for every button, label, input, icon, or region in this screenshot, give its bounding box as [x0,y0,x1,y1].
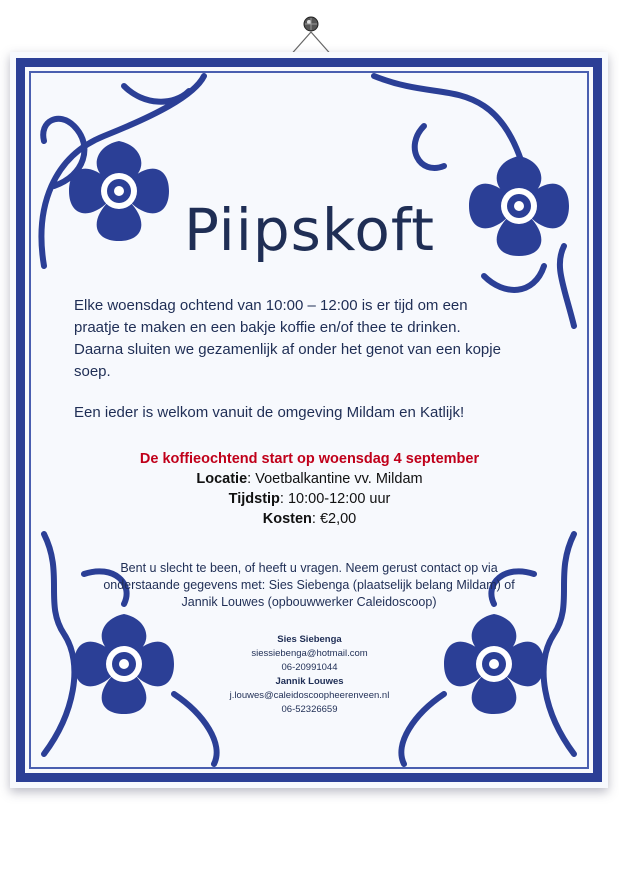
detail-value: : €2,00 [311,511,357,527]
contact-phone: 06-20991044 [281,662,338,673]
detail-label: Tijdstip [228,491,280,507]
contact-intro-line: Bent u slecht te been, of heeft u vragen. Neem gerust contact op via [120,561,498,575]
detail-cost [0,509,619,529]
intro-line: Daarna sluiten we gezamenlijk af onder het genot van een kopje [74,341,501,358]
contact-name: Sies Siebenga [277,634,342,645]
intro-line: soep. [74,363,111,380]
contact-email: siessiebenga@hotmail.com [251,648,368,659]
contact-name: Jannik Louwes [275,676,344,687]
intro-line: praatje te maken en een bakje koffie en/of thee te drinken. [74,319,461,336]
welcome-text: Een ieder is welkom vanuit de omgeving Mildam en Katlijk! [74,404,465,421]
start-notice: De koffieochtend start op woensdag 4 september [139,451,480,467]
contact-email: j.louwes@caleidoscoopheerenveen.nl [229,690,390,701]
contact-list [0,633,619,717]
intro-paragraph [74,295,544,383]
contact-intro [96,560,522,611]
event-details [0,451,619,529]
detail-value: : Voetbalkantine vv. Mildam [247,471,423,487]
detail-location [0,469,619,489]
intro-line: Elke woensdag ochtend van 10:00 – 12:00 is er tijd om een [74,297,468,314]
contact-phone: 06-52326659 [281,704,338,715]
contact-intro-line: onderstaande gegevens met: Sies Siebenga (plaatselijk belang Mildam) of [103,578,515,592]
poster-title: Piipskoft [183,196,436,264]
detail-value: : 10:00-12:00 uur [279,491,391,507]
detail-label: Kosten [262,511,312,527]
detail-label: Locatie [196,471,248,487]
contact-intro-line: Jannik Louwes (opbouwwerker Caleidoscoop) [181,595,437,609]
detail-time [0,489,619,509]
